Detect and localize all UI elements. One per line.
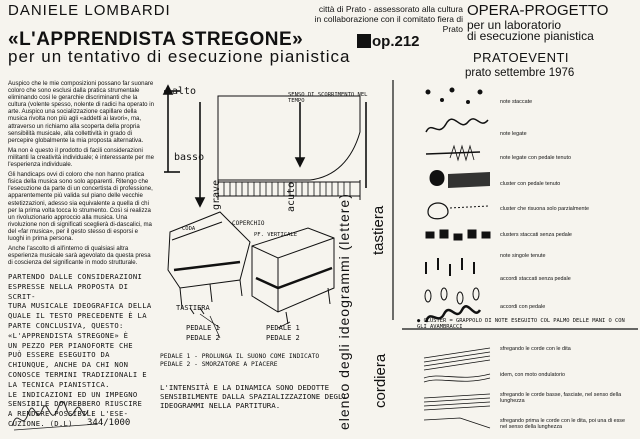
upright-label: PF. VERTICALE bbox=[254, 232, 298, 238]
opera-sub-2: di esecuzione pianistica bbox=[467, 29, 594, 43]
intro-text bbox=[8, 80, 156, 269]
legend-item: sfregando prima le corde con le dita, poi una di esse nel senso della lunghezza bbox=[500, 418, 625, 430]
acuto-label: acuto bbox=[286, 181, 297, 212]
tastiera-section-label: tastiera bbox=[370, 205, 387, 255]
time-direction-label: SENSO DI SCORRIMENTO NEL TEMPO bbox=[288, 92, 368, 104]
hand-line: PARTE CONCLUSIVA, QUESTO: bbox=[8, 320, 124, 330]
upright-piano-drawing bbox=[252, 228, 334, 324]
legend-item: note legate bbox=[500, 131, 527, 137]
opera-subtitle bbox=[467, 20, 594, 42]
opus-number: op.212 bbox=[372, 33, 420, 50]
work-title: «L'APPRENDISTA STREGONE» bbox=[8, 29, 304, 50]
work-subtitle: per un tentativo di esecuzione pianistica bbox=[8, 47, 351, 66]
pedal-descriptions bbox=[160, 353, 340, 369]
edition-number: 344/1000 bbox=[87, 418, 131, 428]
hand-line: A RENDERE POSSIBILE L'ESE- bbox=[8, 409, 129, 419]
legend-item: accordi staccati senza pedale bbox=[500, 276, 571, 282]
pedal-2-label: PEDALE 2 bbox=[266, 334, 300, 342]
hand-line: CHIUNQUE, ANCHE DA CHI NON bbox=[8, 360, 129, 370]
city-credits bbox=[293, 4, 463, 34]
paragraph: Auspico che le mie composizioni possano far suonare coloro che sono esclusi dalla pratica strumentale eliminando così le gerarchie discriminanti che la cultura (volente spesso, nolente di radici ha operato in arte. Auspico una socializzazione capillare della musica rivolta non più agli «addetti ai lavori», ma, attraverso un richiamo alla scoperta della propria sensibilità musicale, alla collettività in grado di percepire globalmente la mia proposta alternativa. bbox=[8, 80, 155, 144]
direction-arrows bbox=[164, 86, 366, 206]
city-line-2: in collaborazione con il comitato fiera di Prato bbox=[314, 14, 463, 34]
coda-label: CODA bbox=[182, 226, 196, 232]
hand-line: CONOSCE TERMINI TRADIZIONALI E bbox=[8, 369, 147, 379]
opera-sub-1: per un laboratorio bbox=[467, 18, 562, 32]
legend-item: note legate con pedale tenuto bbox=[500, 155, 572, 161]
hand-line: CUZIONE. (D.L) bbox=[8, 418, 73, 428]
event-date: prato settembre 1976 bbox=[465, 67, 575, 79]
pedal-2-label: PEDALE 2 bbox=[186, 334, 220, 342]
hand-line: «L'APPRENDISTA STREGONE» È bbox=[8, 330, 129, 340]
legend-item: clusters staccati senza pedale bbox=[500, 232, 572, 238]
author-name: DANIELE LOMBARDI bbox=[8, 2, 171, 19]
keyboard-label: TASTIERA bbox=[176, 304, 210, 312]
legend-item: accordi con pedale bbox=[500, 304, 546, 310]
hand-line: PARTENDO DALLE CONSIDERAZIONI ESPRESSE NELLA PROPOSTA DI SCRIT- bbox=[8, 272, 143, 301]
basso-label: basso bbox=[174, 152, 205, 163]
pedal-1-label: PEDALE 1 bbox=[266, 324, 300, 332]
hand-line: TURA MUSICALE IDEOGRAFICA DELLA bbox=[8, 301, 152, 311]
pedal-desc-1: PEDALE 1 - PROLUNGA IL SUONO COME INDICATO bbox=[160, 353, 320, 360]
grand-piano-drawing bbox=[168, 212, 250, 314]
legend-item: note staccate bbox=[500, 99, 533, 105]
black-square-icon bbox=[357, 34, 371, 48]
grave-label: grave bbox=[211, 179, 222, 210]
coperchio-label: COPERCHIO bbox=[232, 220, 265, 227]
pedal-1-label: PEDALE 1 bbox=[186, 324, 220, 332]
ideogram-list-label: elenco degli ideogrammi (lettere) bbox=[336, 193, 352, 430]
legend-item: note singole tenute bbox=[500, 253, 546, 259]
paragraph: Gli handicaps ovvi di coloro che non hanno pratica fisica della musica sono solo apparenti. Ritengo che l'esecuzione da parte di un concertista di professione, apparentemente più valida sul piano delle vecchie estetizzazioni, adesso sia equivalente a quella di chi per la prima volta tocca lo strumento. Così si realizza un rivoluzionario approccio alla musica. Una rivoluzione non di significati sceglierà di-dascalici, ma del «far musica», per il gesto stesso di esporsi e luoghi in prima persona. bbox=[8, 171, 153, 242]
paragraph: Ma non è questo il prodotto di facili considerazioni militanti la creatività individuale; è interessante per me l'esperienza individuale. bbox=[8, 146, 154, 169]
opera-title: OPERA-PROGETTO bbox=[467, 2, 609, 19]
signature bbox=[8, 396, 108, 436]
legend-item: idem, con moto ondulatorio bbox=[500, 372, 566, 378]
event-name: PRATOEVENTI bbox=[473, 50, 570, 65]
legend-item: cluster che risuona solo parzialmente bbox=[500, 206, 589, 212]
intensity-note: L'INTENSITÀ E LA DINAMICA SONO DEDOTTE SENSIBILMENTE DALLA SPAZIALIZZAZIONE DEGLI IDEOGRAMMI NELLA PARTITURA. bbox=[160, 383, 347, 410]
legend-item: cluster con pedale tenuto bbox=[500, 181, 561, 187]
alto-label: alto bbox=[172, 86, 197, 97]
paragraph: Anche l'ascolto di all'interno di qualsiasi altra esperienza musicale sarà agevolato da questa presa di coscienza del significante in modo strutturale. bbox=[8, 245, 151, 267]
hand-line: QUALE IL TESTO PRECEDENTE È LA bbox=[8, 311, 147, 321]
hand-line: LE INDICAZIONI ED UN IMPEGNO bbox=[8, 389, 138, 399]
pedal-desc-2: PEDALE 2 - SMORZATORE A PIACERE bbox=[160, 361, 278, 368]
hand-line: LA TECNICA PIANISTICA. bbox=[8, 379, 110, 389]
hand-line: UN PEZZO PER PIANOFORTE CHE bbox=[8, 340, 133, 350]
cluster-definition: ● CLUSTER = GRAPPOLO DI NOTE ESEGUITO COL PALMO DELLE MANI O CON GLI AVAMBRACCI bbox=[417, 318, 625, 330]
city-line-1: città di Prato - assessorato alla cultura bbox=[318, 4, 463, 14]
cordiera-section-label: cordiera bbox=[372, 353, 389, 408]
hand-line: PUÒ ESSERE ESEGUITO DA bbox=[8, 350, 110, 360]
ideogram-glyphs bbox=[420, 82, 498, 432]
hand-line: SENSIBILE DOVREBBERO RIUSCIRE bbox=[8, 399, 143, 409]
legend-item: sfregando le corde con le dita bbox=[500, 346, 571, 352]
legend-item: sfregando le corde basse, fasciate, nel senso della lunghezza bbox=[500, 392, 622, 404]
divider-line bbox=[392, 80, 394, 320]
